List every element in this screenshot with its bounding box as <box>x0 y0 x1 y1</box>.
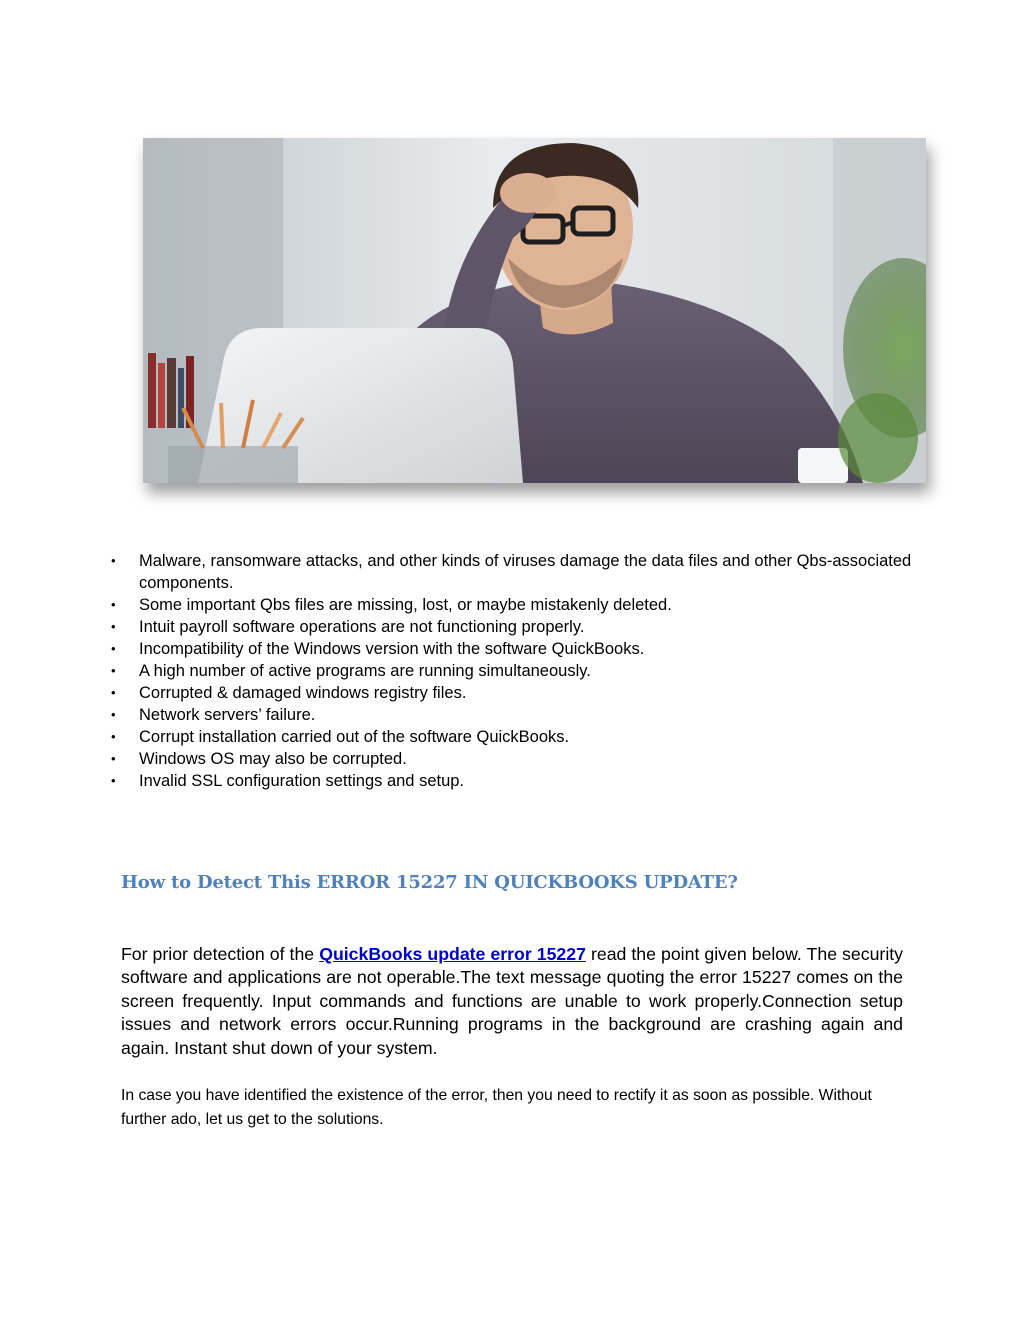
list-item: • Some important Qbs files are missing, lost, or maybe mistakenly deleted. <box>111 596 672 614</box>
quickbooks-error-link[interactable]: QuickBooks update error 15227 <box>319 944 586 964</box>
list-item: • Network servers’ failure. <box>111 706 316 724</box>
list-item: • Corrupt installation carried out of the software QuickBooks. <box>111 728 570 746</box>
causes-list <box>0 550 1024 792</box>
list-item: • A high number of active programs are running simultaneously. <box>111 662 591 680</box>
hero-photo <box>143 138 926 483</box>
bullet-icon: • <box>111 641 116 656</box>
list-item: • Windows OS may also be corrupted. <box>111 750 407 768</box>
detection-paragraph: For prior detection of the QuickBooks update error 15227 read the point given below. The security software and applications are not operable.The text message quoting the error 15227 comes on the screen frequently. Input commands and functions are unable to work properly.Connection setup issues and network errors occur.Running programs in the background are crashing again and again. Instant shut down of your system. <box>121 944 904 1058</box>
bullet-icon: • <box>111 751 116 766</box>
list-item: • Malware, ransomware attacks, and other kinds of viruses damage the data files and other Qbs-associated components. <box>111 552 912 592</box>
photo-stressed-man-laptop <box>143 138 926 483</box>
bullet-icon: • <box>111 729 116 744</box>
list-item: • Incompatibility of the Windows version with the software QuickBooks. <box>111 640 645 658</box>
bullet-icon: • <box>111 663 116 678</box>
closing-paragraph: In case you have identified the existence of the error, then you need to rectify it as soon as possible. Without further ado, let us get to the solutions. <box>121 1087 872 1128</box>
bullet-icon: • <box>111 553 116 568</box>
list-item: • Intuit payroll software operations are not functioning properly. <box>111 618 585 636</box>
bullet-icon: • <box>111 773 116 788</box>
bullet-icon: • <box>111 685 116 700</box>
section-heading: How to Detect This ERROR 15227 IN QUICKBOOKS UPDATE? <box>121 872 738 893</box>
list-item: • Corrupted & damaged windows registry files. <box>111 684 467 702</box>
list-item: • Invalid SSL configuration settings and setup. <box>111 772 465 790</box>
bullet-icon: • <box>111 707 116 722</box>
bullet-icon: • <box>111 619 116 634</box>
bullet-icon: • <box>111 597 116 612</box>
